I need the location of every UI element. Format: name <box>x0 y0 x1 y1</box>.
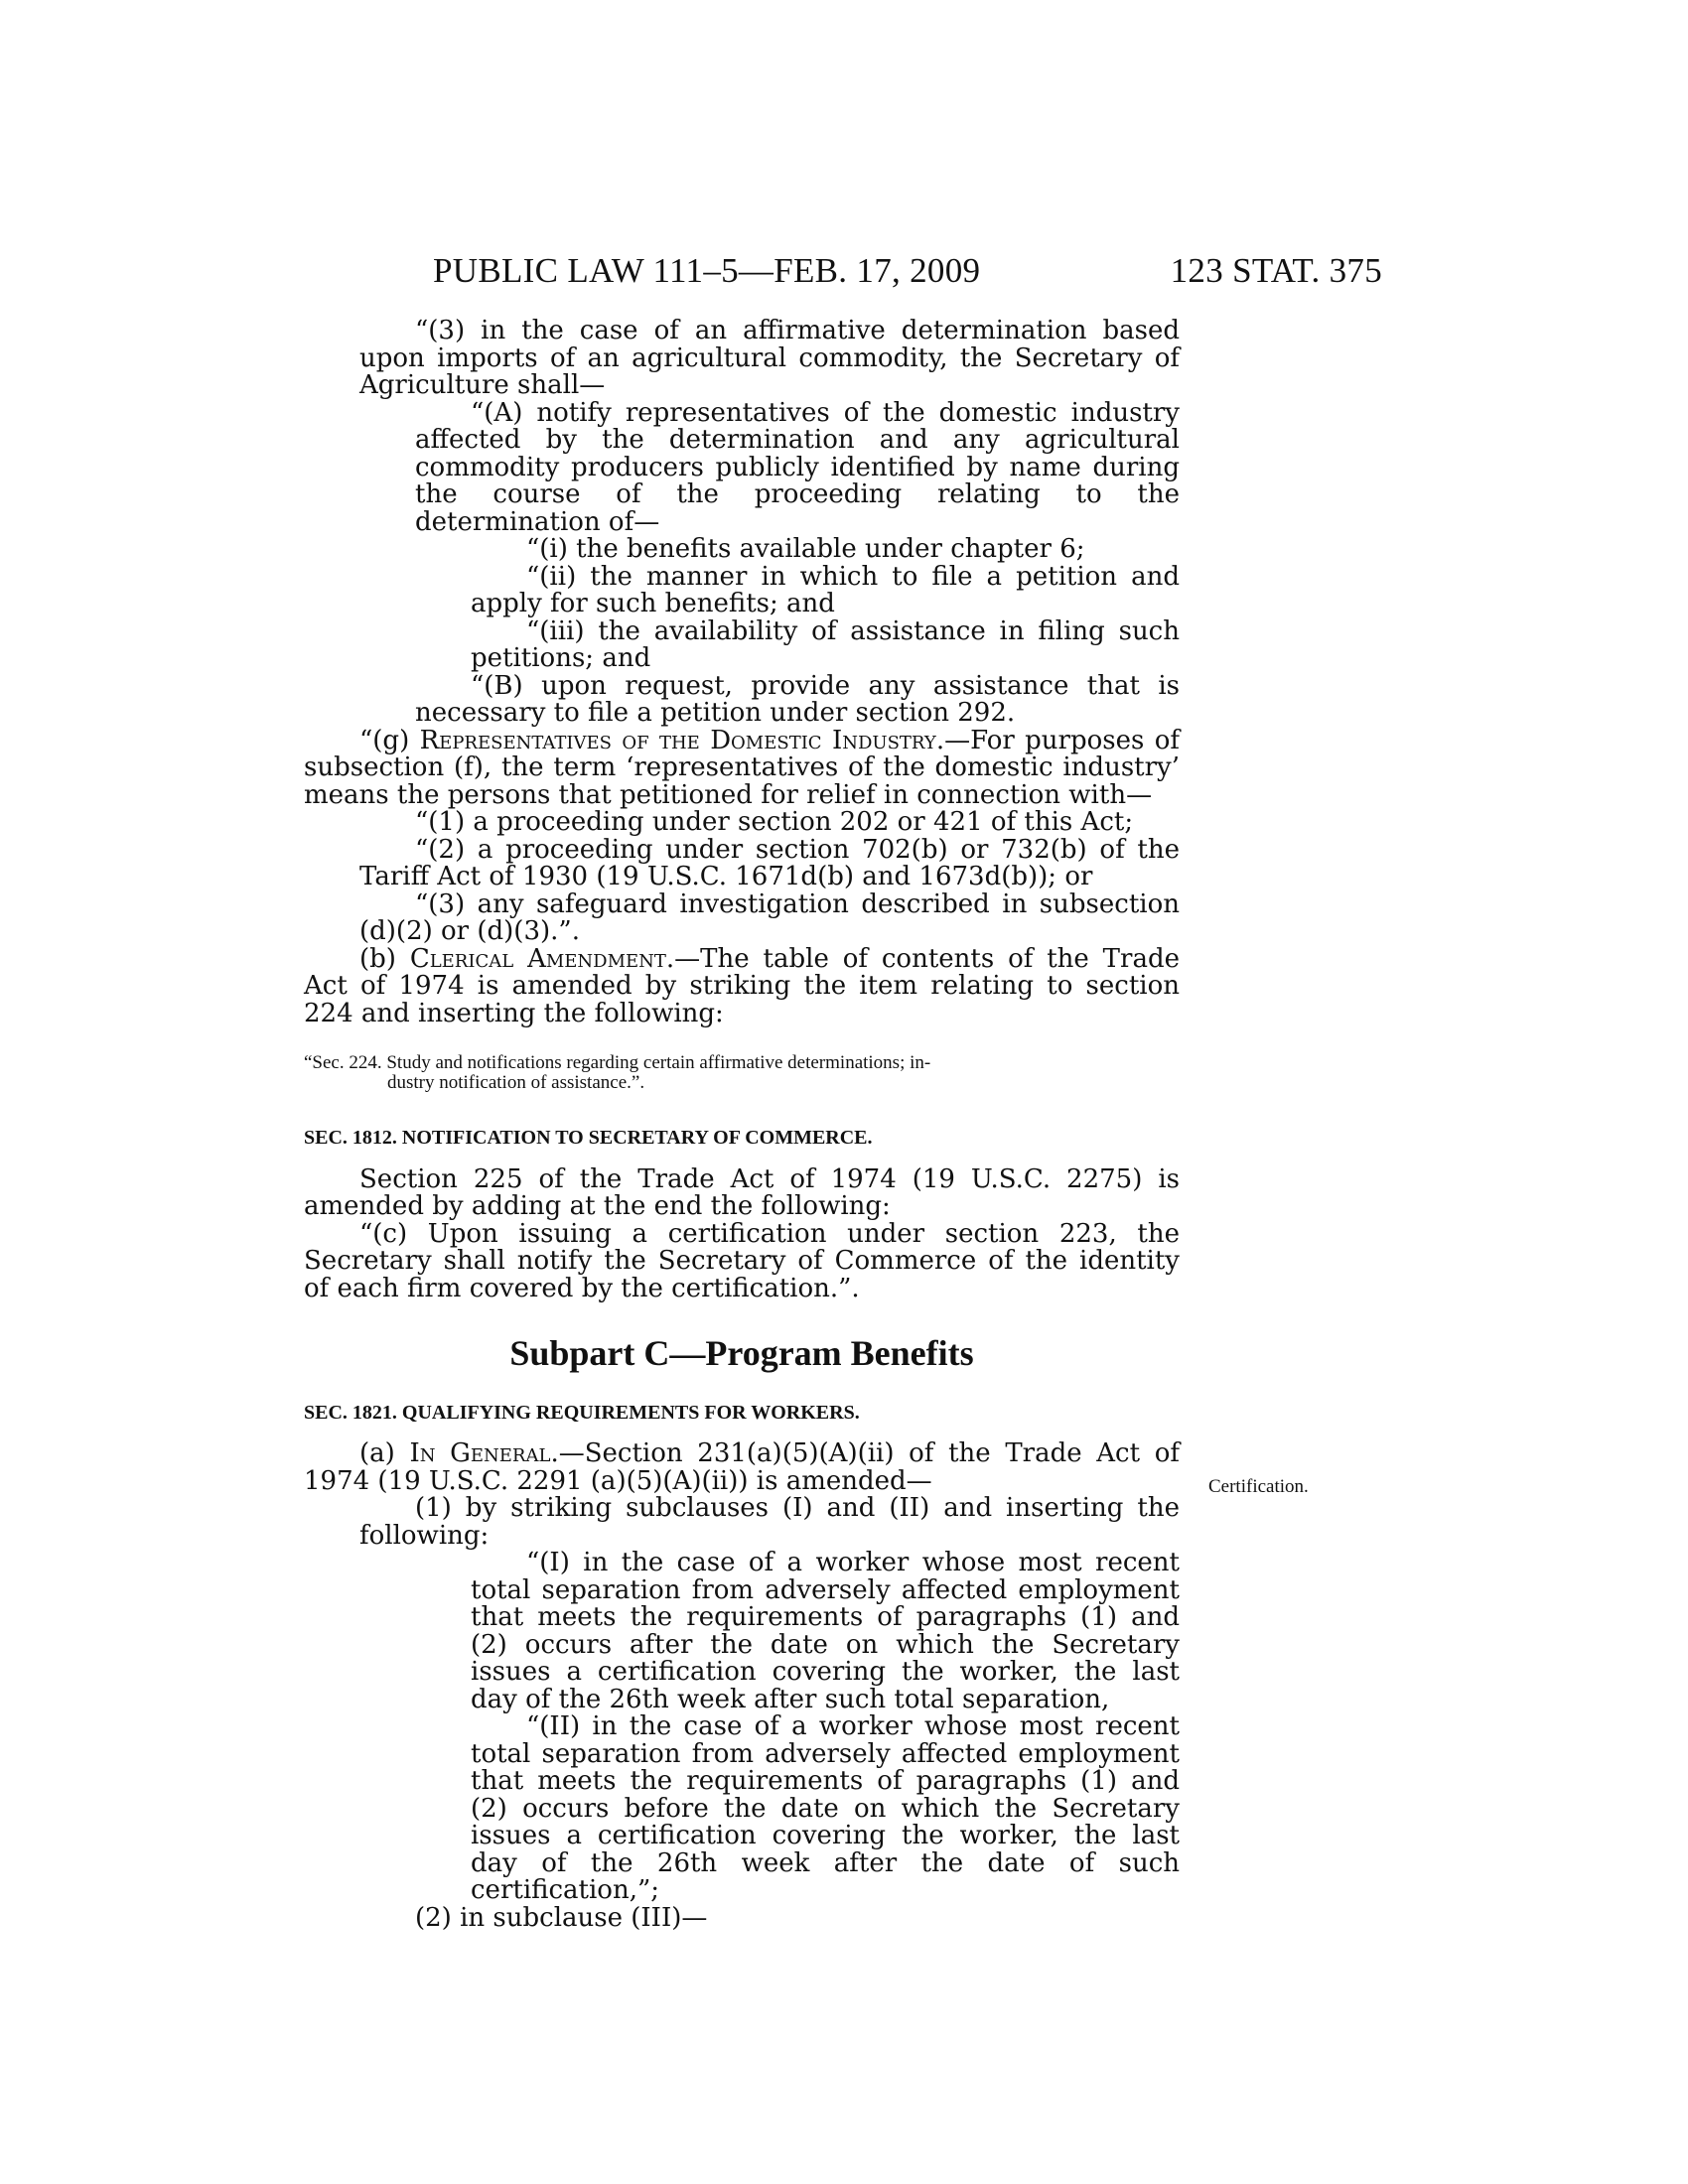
paragraph-g-3: “(3) any safeguard investigation described in subsection (d)(2) or (d)(3).”. <box>359 888 1180 946</box>
clause-ii: “(ii) the manner in which to file a petition and apply for such benefits; and <box>471 561 1180 618</box>
clause-iii: “(iii) the availability of assistance in filing such petitions; and <box>471 615 1180 673</box>
subparagraph-a: “(A) notify representatives of the domestic industry affected by the determination and any agricultural commodity producers publicly identified by name during the course of the proceeding relating to the determination of— <box>415 397 1180 537</box>
section-1812-subsection-c: “(c) Upon issuing a certification under section 223, the Secretary shall notify the Secretary of Commerce of the identity of each firm covered by the certification.”. <box>304 1218 1180 1303</box>
subsection-g-lead: “(g) <box>359 725 420 755</box>
running-head: PUBLIC LAW 111–5—FEB. 17, 2009 <box>433 251 981 290</box>
paragraph-3: “(3) in the case of an affirmative determination based upon imports of an agricultural commodity, the Secretary of Agriculture shall— <box>359 316 1180 400</box>
subsection-b-clerical <box>304 943 1180 1028</box>
paragraph-g-2: “(2) a proceeding under section 702(b) or 732(b) of the Tariff Act of 1930 (19 U.S.C. 1671d(b) and 1673d(b)); or <box>359 834 1180 891</box>
statute-body <box>304 318 1180 1932</box>
toc-entry-line-2: dustry notification of assistance.”. <box>387 1072 645 1093</box>
section-1812-heading: SEC. 1812. NOTIFICATION TO SECRETARY OF COMMERCE. <box>304 1127 873 1149</box>
subpart-title: Subpart C—Program Benefits <box>509 1333 974 1373</box>
section-1812-text: Section 225 of the Trade Act of 1974 (19 U.S.C. 2275) is amended by adding at the end the following: <box>304 1163 1180 1221</box>
subsection-g-caption: Representatives of the Domestic Industry <box>419 725 936 755</box>
paragraph-a-1: (1) by striking subclauses (I) and (II) and inserting the following: <box>359 1493 1180 1551</box>
subsection-a-lead: (a) <box>359 1438 410 1468</box>
subsection-b-lead: (b) <box>359 943 410 974</box>
page-folio: 123 STAT. 375 <box>1170 251 1382 290</box>
subclause-i: “(I) in the case of a worker whose most recent total separation from adversely affected employment that meets the requirements of paragraphs (1) and (2) occurs after the date on which the Secretary issues a certification covering the worker, the last day of the 26th week after such total separation, <box>471 1548 1180 1714</box>
toc-entry-line-1: “Sec. 224. Study and notifications regarding certain affirmative determinations; in- <box>304 1052 931 1073</box>
section-1821-heading: SEC. 1821. QUALIFYING REQUIREMENTS FOR WORKERS. <box>304 1401 860 1424</box>
subsection-a-text: .—Section 231(a)(5)(A)(ii) of the Trade Act of 1974 (19 U.S.C. 2291 (a)(5)(A)(ii)) is amended— <box>304 1438 1180 1496</box>
subclause-ii: “(II) in the case of a worker whose most recent total separation from adversely affected employment that meets the requirements of paragraphs (1) and (2) occurs before the date on which the Secretary issues a certification covering the worker, the last day of the 26th week after the date of such certification,”; <box>471 1711 1180 1905</box>
subsection-g-text: .—For purposes of subsection (f), the term ‘representatives of the domestic industry’ means the persons that petitioned for relief in connection with— <box>304 725 1180 810</box>
toc-entry <box>304 1053 1180 1093</box>
paragraph-a-2: (2) in subclause (III)— <box>415 1902 708 1933</box>
subsection-b-text: .—The table of contents of the Trade Act of 1974 is amended by striking the item relating to section 224 and inserting the following: <box>304 943 1180 1028</box>
subsection-g <box>304 725 1180 810</box>
section-1821-subsection-a <box>304 1440 1180 1495</box>
clause-i: “(i) the benefits available under chapter 6; <box>526 534 1085 564</box>
subparagraph-b: “(B) upon request, provide any assistance that is necessary to file a petition under section 292. <box>415 670 1180 728</box>
subsection-a-caption: In General <box>409 1438 551 1468</box>
margin-note-certification: Certification. <box>1208 1476 1309 1497</box>
subsection-b-caption: Clerical Amendment <box>409 943 666 974</box>
paragraph-g-1: “(1) a proceeding under section 202 or 421 of this Act; <box>415 807 1134 837</box>
